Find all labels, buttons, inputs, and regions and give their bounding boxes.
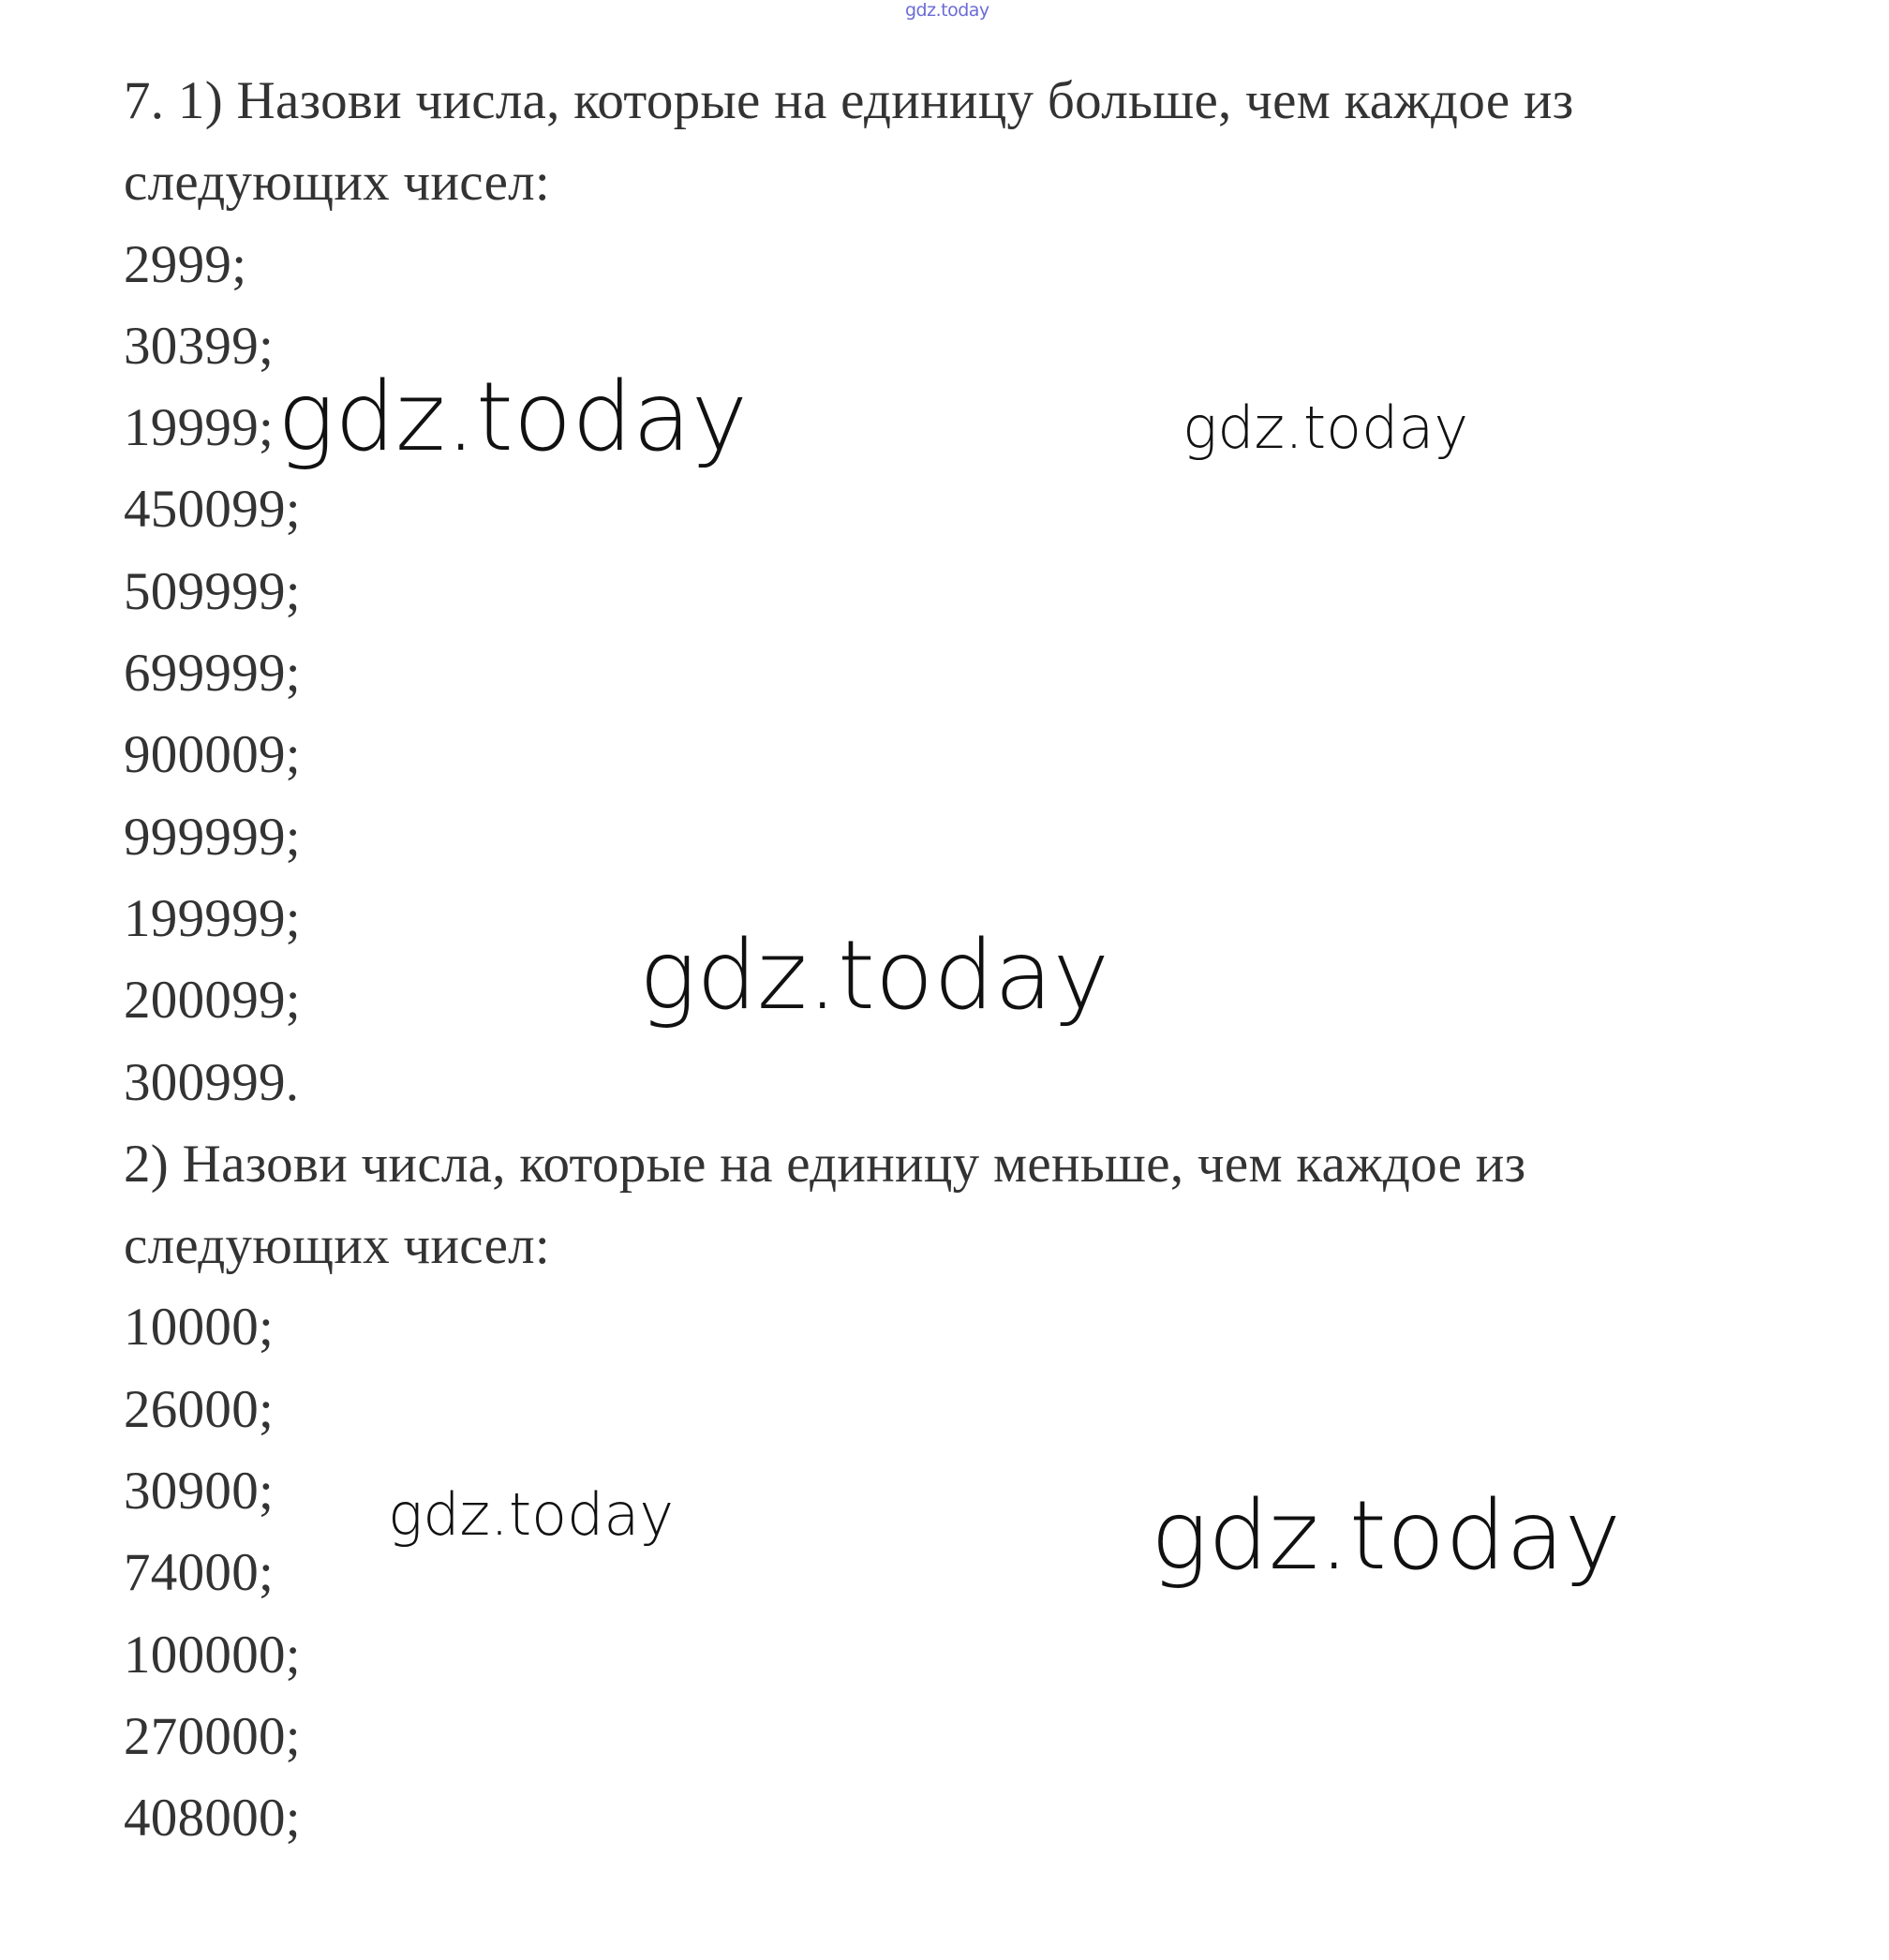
part1-number: 699999;: [124, 644, 301, 704]
part1-heading: 7. 1) Назови числа, которые на единицу больше, чем каждое из: [124, 71, 1574, 130]
header-watermark: gdz.today: [905, 0, 989, 21]
part2-number: 10000;: [124, 1298, 275, 1358]
watermark: gdz.today: [388, 1480, 675, 1549]
part1-number: 200099;: [124, 971, 301, 1031]
part1-number: 450099;: [124, 480, 301, 540]
part2-number: 100000;: [124, 1625, 301, 1685]
part2-number: 74000;: [124, 1543, 275, 1603]
watermark: gdz.today: [639, 920, 1109, 1032]
watermark: gdz.today: [1182, 393, 1469, 462]
part1-heading-continued: следующих чисел:: [124, 153, 551, 213]
part2-number: 408000;: [124, 1789, 301, 1849]
part1-number: 199999;: [124, 888, 301, 948]
part1-number: 509999;: [124, 561, 301, 621]
watermark: gdz.today: [1151, 1480, 1621, 1592]
part2-heading-continued: следующих чисел:: [124, 1216, 551, 1276]
part1-number: 900009;: [124, 725, 301, 785]
part1-number: 300999.: [124, 1052, 300, 1112]
part1-number: 30399;: [124, 316, 275, 376]
part2-number: 30900;: [124, 1462, 275, 1522]
part1-number: 19999;: [124, 398, 275, 458]
part1-number: 2999;: [124, 234, 247, 294]
part2-number: 26000;: [124, 1379, 275, 1439]
watermark: gdz.today: [277, 362, 748, 473]
part2-heading: 2) Назови числа, которые на единицу меньше, чем каждое из: [124, 1134, 1526, 1194]
part2-number: 270000;: [124, 1706, 301, 1766]
part1-number: 999999;: [124, 807, 301, 867]
